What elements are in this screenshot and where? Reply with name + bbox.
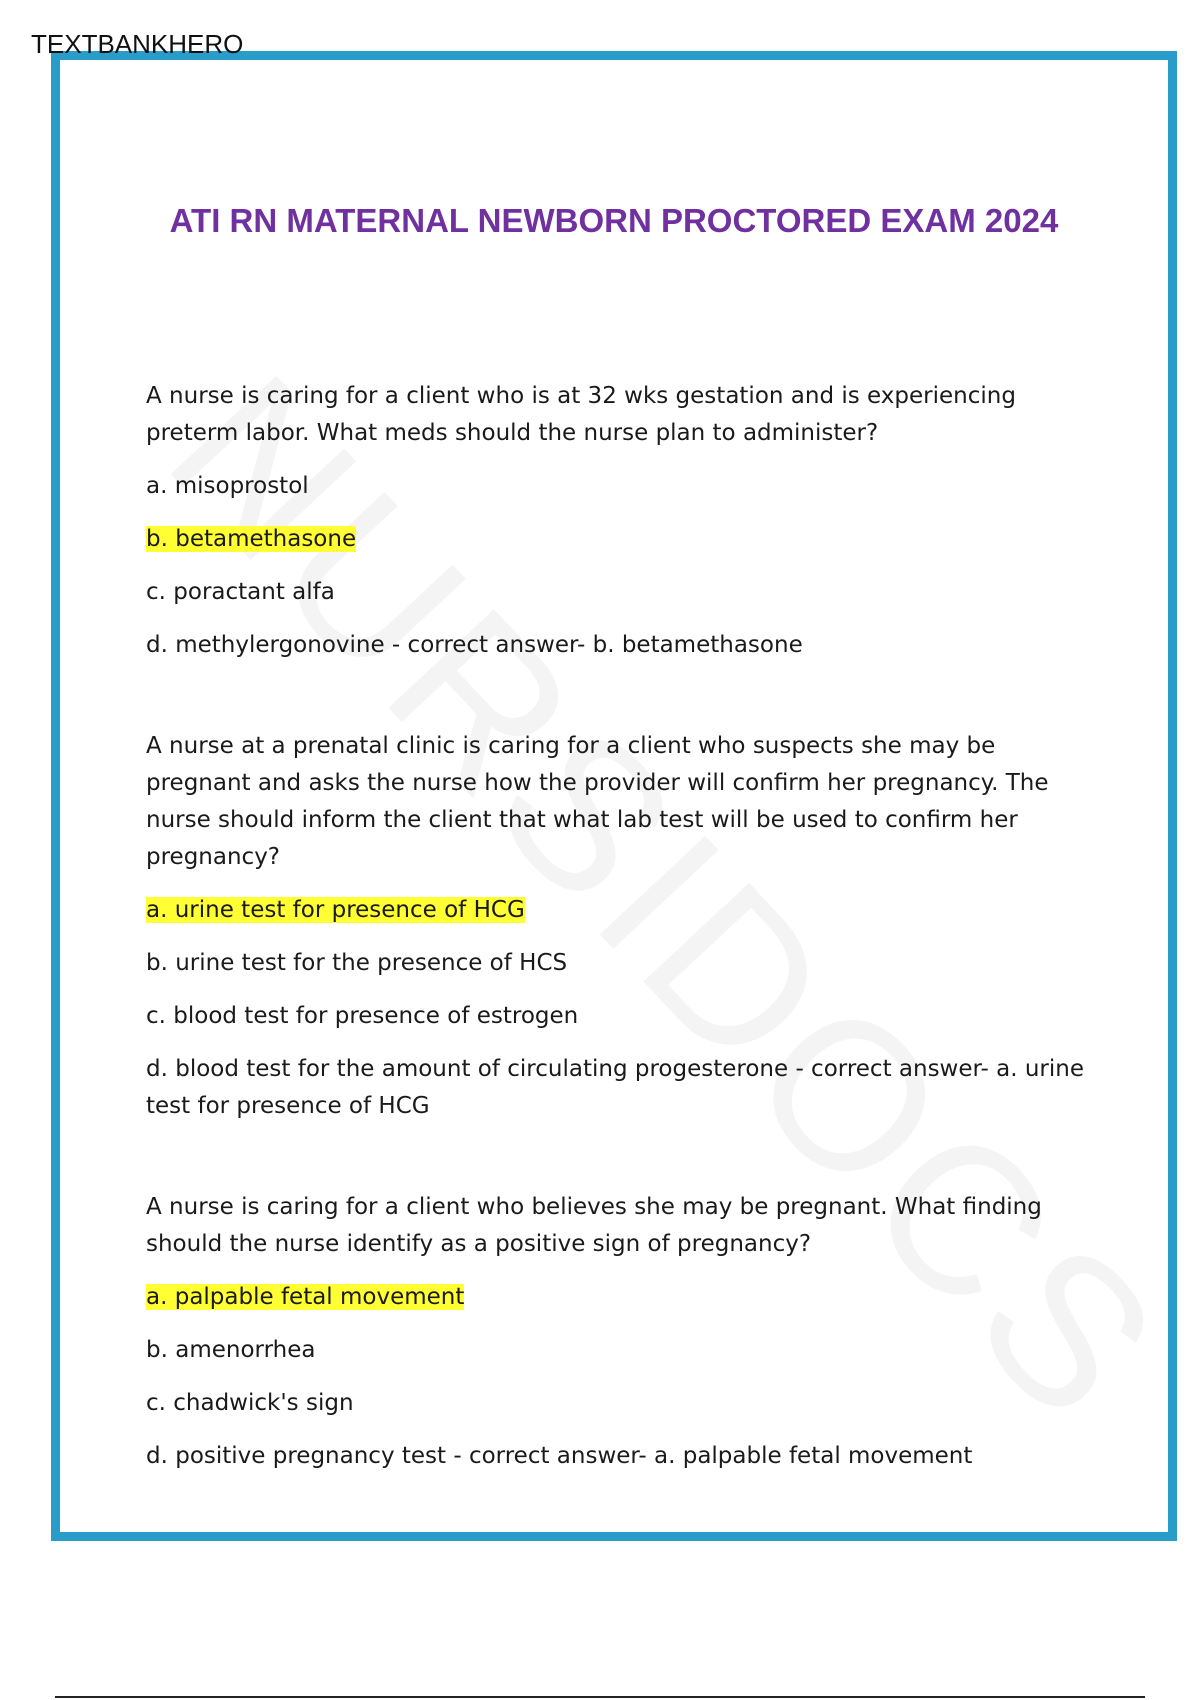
brand-label: TEXTBANKHERO	[31, 29, 244, 59]
answer-option: d. blood test for the amount of circulating progesterone - correct answer- a. urine test for presence of HCG	[146, 1056, 1084, 1119]
question-text: A nurse is caring for a client who believes she may be pregnant. What finding should the nurse identify as a positive sign of pregnancy?	[146, 1194, 1042, 1257]
question-block-2	[146, 728, 1096, 1125]
question-list	[146, 378, 1096, 1539]
highlighted-answer: a. urine test for presence of HCG	[146, 897, 525, 923]
answer-option: c. chadwick's sign	[146, 1390, 354, 1416]
answer-option: c. poractant alfa	[146, 579, 335, 605]
answer-option-correct	[146, 521, 1096, 558]
question-text: A nurse at a prenatal clinic is caring for a client who suspects she may be pregnant and asks the nurse how the provider will confirm her pregnancy. The nurse should inform the client that what lab test will be used to confirm her pregnancy?	[146, 733, 1049, 870]
highlighted-answer: b. betamethasone	[146, 526, 357, 552]
answer-option: d. methylergonovine - correct answer- b. betamethasone	[146, 632, 803, 658]
answer-option: b. amenorrhea	[146, 1337, 316, 1363]
page-title: ATI RN MATERNAL NEWBORN PROCTORED EXAM 2024	[169, 202, 1059, 239]
footer-divider	[55, 1696, 1145, 1698]
question-block-3	[146, 1189, 1096, 1475]
highlighted-answer: a. palpable fetal movement	[146, 1284, 465, 1310]
question-block-1	[146, 378, 1096, 664]
answer-option: b. urine test for the presence of HCS	[146, 950, 568, 976]
answer-option-correct	[146, 1279, 1096, 1316]
answer-option: d. positive pregnancy test - correct answer- a. palpable fetal movement	[146, 1443, 973, 1469]
answer-option-correct	[146, 892, 1096, 929]
answer-option: c. blood test for presence of estrogen	[146, 1003, 579, 1029]
answer-option: a. misoprostol	[146, 473, 309, 499]
question-text: A nurse is caring for a client who is at 32 wks gestation and is experiencing preterm labor. What meds should the nurse plan to administer?	[146, 383, 1016, 446]
